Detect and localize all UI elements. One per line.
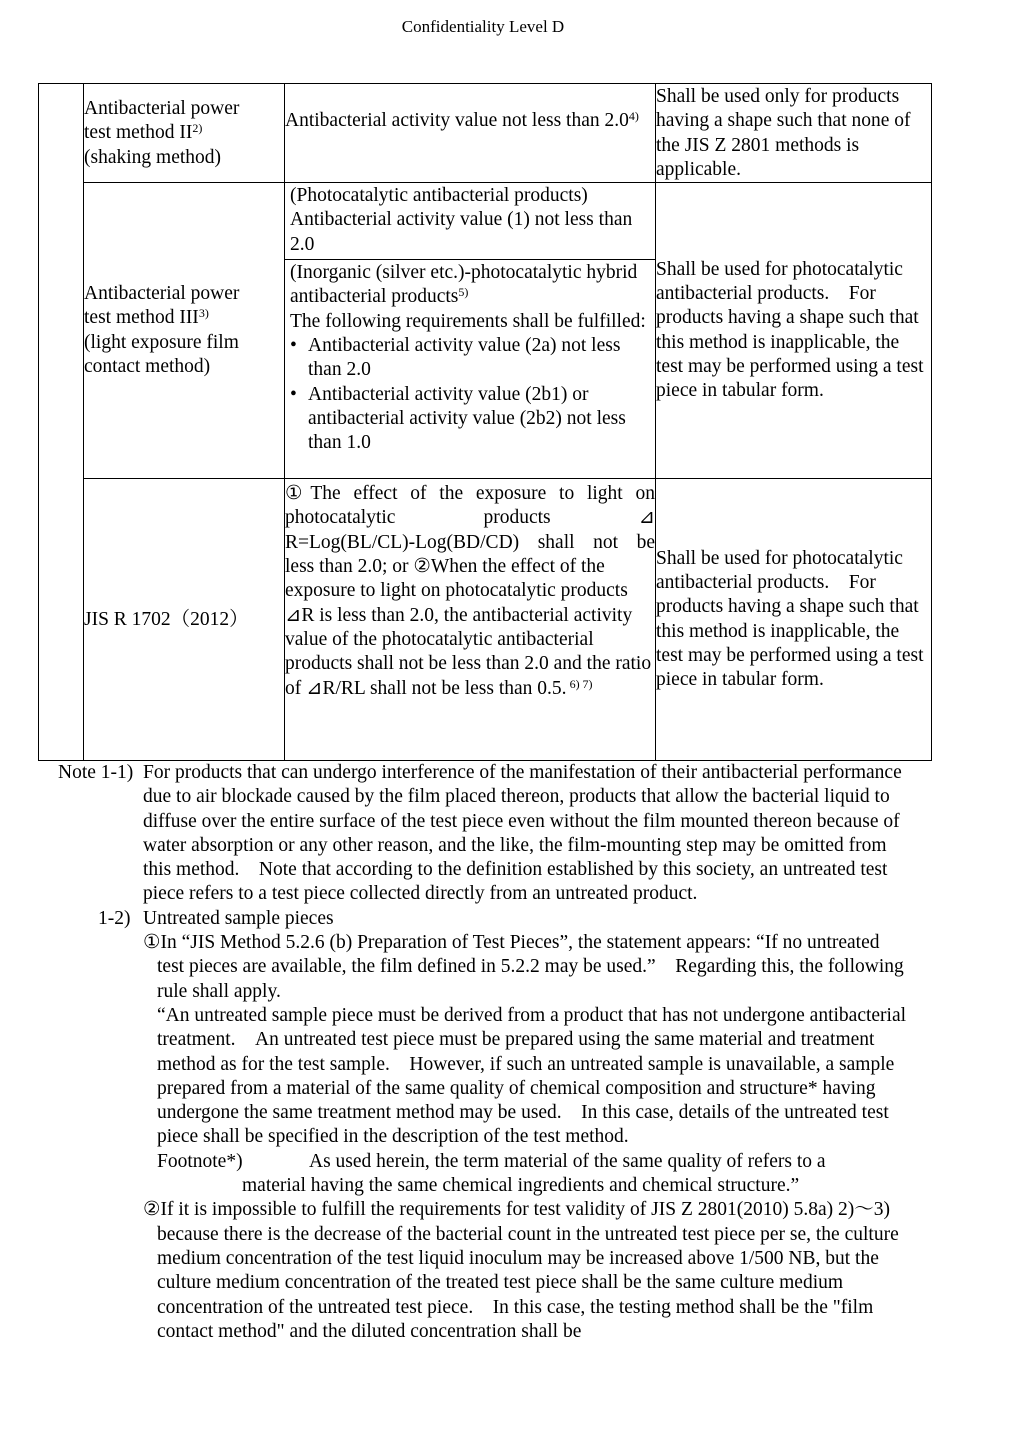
requirement-cell	[285, 84, 656, 183]
footnote-ref: 6) 7)	[566, 676, 593, 691]
requirement-intro: The following requirements shall be fulfilled:	[290, 310, 646, 332]
requirement-block-photocatalytic: (Photocatalytic antibacterial products) Antibacterial activity value (1) not less than 2.0	[290, 185, 633, 255]
method-line: test method II$^{2)}$	[84, 121, 203, 144]
remark-cell: Shall be used only for products having a shape such that none of the JIS Z 2801 methods is applicable.	[656, 84, 932, 183]
test-methods-table	[38, 83, 932, 761]
note-1-2	[0, 907, 1016, 931]
table-row	[39, 183, 932, 479]
method-line: (shaking method)	[84, 146, 222, 168]
method-line: (light exposure film	[84, 331, 239, 353]
notes-section	[0, 761, 1016, 1344]
note-label: 1-2)	[98, 907, 131, 929]
remark-cell: Shall be used for photocatalytic antibacterial products. For products having a shape such that this method is inapplicable, the test may be performed using a test piece in tabular form.	[656, 183, 932, 479]
requirement-block-hybrid: (Inorganic (silver etc.)-photocatalytic hybrid antibacterial products$^{5)}$ The following requirements shall be fulfilled: • Antibacterial activity value (2a) not less than 2.0 • Antibacterial activity value (2b1) or antibacterial activity value (2b2) not less than 1.0	[285, 259, 655, 457]
method-line: contact method)	[84, 355, 211, 377]
note-item-1: ①In “JIS Method 5.2.6 (b) Preparation of Test Pieces”, the statement appears: “If no untreated test pieces are available, the film defined in 5.2.2 may be used.” Regarding this, the following rule shall apply.	[143, 932, 904, 1002]
requirement-text: Antibacterial activity value not less than 2.0	[285, 110, 629, 131]
footnote-continuation: material having the same chemical ingredients and chemical structure.”	[242, 1175, 800, 1197]
note-label: Note 1-1)	[58, 762, 134, 783]
footnote: Footnote*) As used herein, the term material of the same quality of refers to a	[157, 1150, 1016, 1174]
footnote-label: Footnote*)	[157, 1150, 243, 1172]
method-line: Antibacterial power	[84, 98, 240, 119]
requirement-bullet: • Antibacterial activity value (2b1) or antibacterial activity value (2b2) not less than 1.0	[290, 383, 626, 454]
table-row	[39, 84, 932, 183]
confidentiality-header: Confidentiality Level D	[401, 17, 565, 36]
remark-cell: Shall be used for photocatalytic antibacterial products. For products having a shape such that this method is inapplicable, the test may be performed using a test piece in tabular form.	[656, 479, 932, 761]
table-row	[39, 479, 932, 761]
table-left-column	[39, 84, 84, 761]
method-cell	[84, 84, 285, 183]
requirement-cell: ①The effect of the exposure to light on photocatalytic products ⊿ R=Log(BL/CL)-Log(BD/CD) shall not be less than 2.0; or ②When the effect of the exposure to light on photocatalytic products ⊿R is less than 2.0, the antibacterial activity value of the photocatalytic antibacterial products shall not be less than 2.0 and the ratio of ⊿R/RL shall not be less than 0.5. $^{6) 7)}$	[285, 479, 656, 761]
footnote-ref: 4)	[628, 109, 639, 123]
note-1-1	[0, 761, 1016, 907]
requirement-bullet: • Antibacterial activity value (2a) not less than 2.0	[290, 334, 621, 381]
method-line: test method III$^{3)}$	[84, 306, 209, 329]
note-text: For products that can undergo interference of the manifestation of their antibacterial performance due to air blockade caused by the film placed thereon, products that allow the bacterial liquid to diffuse over the entire surface of the test piece even without the film mounted thereon because of water absorption or any other reason, and the like, the film-mounting step may be omitted from this method. Note that according to the definition established by this society, an untreated test piece refers to a test piece collected directly from an untreated product.	[143, 762, 902, 905]
method-cell	[84, 183, 285, 479]
method-cell: JIS R 1702（2012）	[84, 479, 285, 761]
note-item-2: ②If it is impossible to fulfill the requirements for test validity of JIS Z 2801(2010) 5.8a) 2)～3) because there is the decrease of the bacterial count in the untreated test piece per se, the culture medium concentration of the test liquid inoculum may be increased above 1/500 NB, but the culture medium concentration of the treated test piece shall be the same culture medium concentration of the untreated test piece. In this case, the testing method shall be the "film contact method" and the diluted concentration shall be	[143, 1199, 899, 1342]
note-quote: “An untreated sample piece must be derived from a product that has not undergone antibacterial treatment. An untreated test piece must be prepared using the same material and treatment method as for the test sample. However, if such an untreated sample is unavailable, a sample prepared from a material of the same quality of chemical composition and structure* having undergone the same treatment method may be used. In this case, details of the untreated test piece shall be specified in the description of the test method.	[157, 1004, 907, 1148]
requirement-cell	[285, 183, 656, 479]
method-line: Antibacterial power	[84, 283, 240, 305]
note-title: Untreated sample pieces	[143, 907, 334, 929]
